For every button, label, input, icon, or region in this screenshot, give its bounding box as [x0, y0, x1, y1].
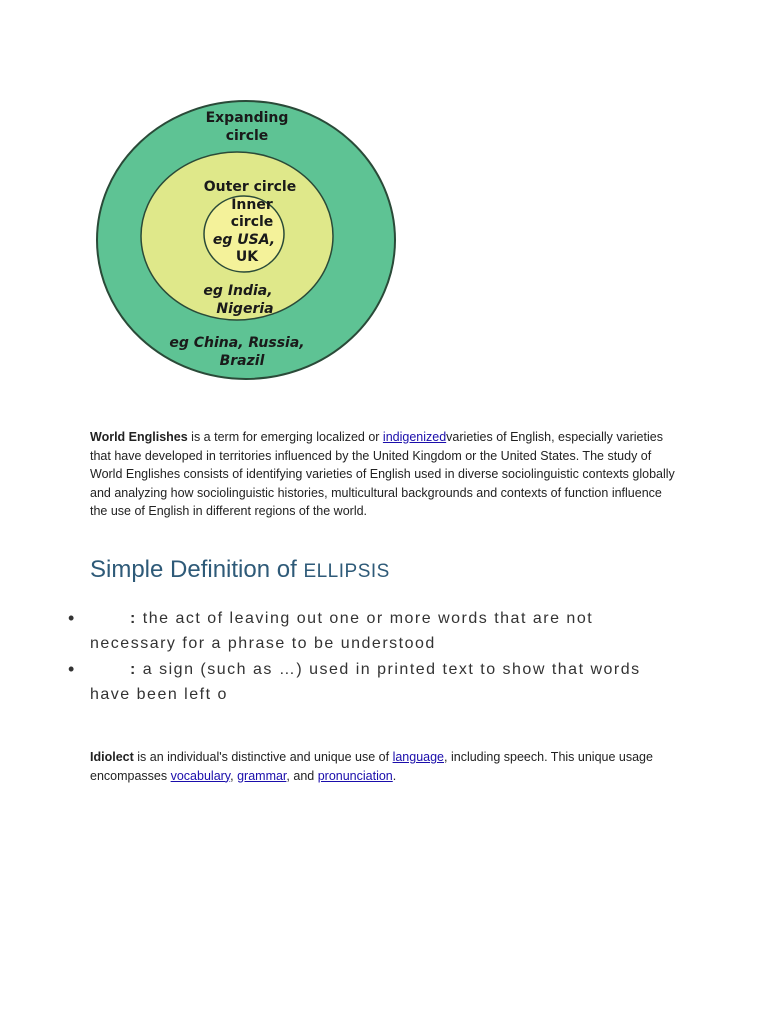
ellipsis-heading-term: ELLIPSIS [303, 561, 390, 582]
idiolect-text-2: , including speech. This unique usage encompasses [90, 750, 653, 783]
ellipsis-heading-prefix: Simple Definition of [90, 556, 304, 583]
outer-circle-example-line2: Nigeria [216, 301, 274, 317]
idiolect-text-1: is an individual's distinctive and unique use of [133, 750, 393, 764]
definition-colon: : [130, 661, 137, 678]
bullet-icon: • [68, 608, 76, 628]
definition-text: a sign (such as …) used in printed text to show that words have been left o [90, 661, 641, 703]
outer-circle-label: Outer circle [203, 179, 297, 195]
ellipsis-definitions-list [68, 606, 680, 708]
definition-item [68, 657, 680, 707]
world-englishes-text-1: is a term for emerging localized or [187, 430, 383, 444]
expanding-circle-example-line2: Brazil [219, 353, 265, 369]
idiolect-paragraph [90, 748, 680, 785]
ellipsis-heading [90, 556, 390, 584]
indigenized-link[interactable]: indigenized [382, 430, 447, 444]
inner-circle-example-line1: eg USA, [212, 232, 276, 248]
bullet-icon: • [68, 659, 76, 679]
definition-text: the act of leaving out one or more words that are not necessary for a phrase to be understood [90, 610, 594, 652]
vocabulary-link[interactable]: vocabulary [170, 768, 231, 783]
definition-colon: : [130, 610, 137, 627]
idiolect-separator-1: , [230, 768, 238, 783]
idiolect-end: . [392, 768, 397, 783]
inner-circle-example-line2: UK [235, 249, 259, 265]
expanding-circle-label-line2: circle [225, 128, 269, 144]
idiolect-separator-2: , and [286, 768, 318, 783]
world-englishes-paragraph [90, 428, 680, 521]
inner-circle-label-line1: Inner [231, 197, 273, 213]
expanding-circle-example-line1: eg China, Russia, [169, 335, 305, 351]
expanding-circle-label-line1: Expanding [205, 110, 289, 126]
definition-item [68, 606, 680, 656]
inner-circle-label-line2: circle [230, 214, 274, 230]
idiolect-term: Idiolect [90, 750, 134, 764]
outer-circle-example-line1: eg India, [203, 283, 273, 299]
pronunciation-link[interactable]: pronunciation [317, 768, 393, 783]
world-englishes-text-2: varieties of English, especially varieties that have developed in territories influenced by the United Kingdom or the United States. The study of World Englishes consists of identifying varieties of English used in diverse sociolinguistic contexts globally and analyzing how sociolinguistic histories, multicultural backgrounds and contexts of function influence the use of English in different regions of the world. [90, 430, 675, 519]
world-englishes-circles-diagram [95, 98, 400, 383]
world-englishes-term: World Englishes [90, 430, 188, 444]
language-link[interactable]: language [392, 750, 445, 764]
grammar-link[interactable]: grammar [237, 768, 287, 783]
